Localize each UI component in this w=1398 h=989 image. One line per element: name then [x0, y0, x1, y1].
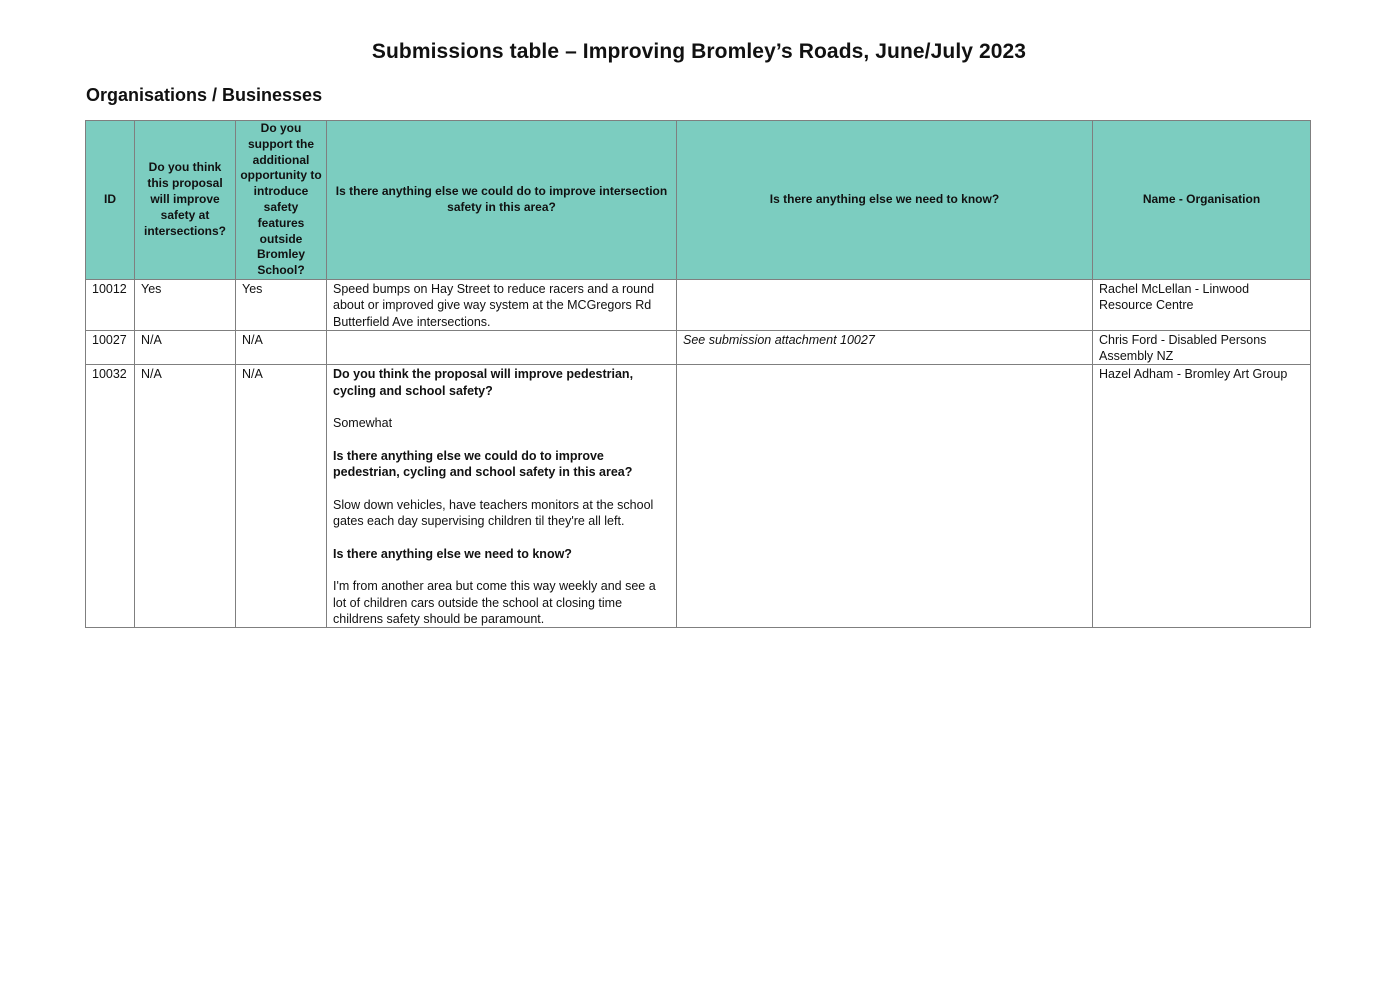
cell-improve-safety: N/A	[135, 365, 236, 628]
question-need-to-know: Is there anything else we need to know?	[333, 546, 572, 561]
table-row	[86, 330, 1311, 365]
cell-need-to-know	[677, 279, 1093, 330]
cell-need-to-know	[677, 365, 1093, 628]
cell-name-organisation: Chris Ford - Disabled Persons Assembly NZ	[1093, 330, 1311, 365]
cell-anything-else-intersection	[327, 330, 677, 365]
question-pedestrian-safety: Do you think the proposal will improve pedestrian, cycling and school safety?	[333, 367, 634, 398]
cell-improve-safety: N/A	[135, 330, 236, 365]
cell-support-school: N/A	[236, 330, 327, 365]
submissions-table	[85, 120, 1311, 628]
cell-detailed-responses	[327, 365, 677, 628]
header-name-organisation: Name - Organisation	[1093, 121, 1311, 280]
cell-need-to-know: See submission attachment 10027	[677, 330, 1093, 365]
section-heading: Organisations / Businesses	[86, 85, 323, 105]
answer-need-to-know: I'm from another area but come this way weekly and see a lot of children cars outside the school at closing time childrens safety should be paramount.	[333, 579, 656, 626]
table-row	[86, 365, 1311, 628]
cell-id: 10012	[86, 279, 135, 330]
cell-support-school: Yes	[236, 279, 327, 330]
cell-support-school: N/A	[236, 365, 327, 628]
cell-anything-else-intersection: Speed bumps on Hay Street to reduce racers and a round about or improved give way system at the MCGregors Rd Butterfield Ave intersections.	[327, 279, 677, 330]
header-anything-else-intersection: Is there anything else we could do to improve intersection safety in this area?	[327, 121, 677, 280]
cell-improve-safety: Yes	[135, 279, 236, 330]
header-need-to-know: Is there anything else we need to know?	[677, 121, 1093, 280]
cell-id: 10027	[86, 330, 135, 365]
answer-anything-else-pedestrian: Slow down vehicles, have teachers monitors at the school gates each day supervising children til they're all left.	[333, 497, 654, 529]
cell-name-organisation: Rachel McLellan - Linwood Resource Centre	[1093, 279, 1311, 330]
question-anything-else-pedestrian: Is there anything else we could do to improve pedestrian, cycling and school safety in this area?	[333, 448, 633, 480]
cell-name-organisation: Hazel Adham - Bromley Art Group	[1093, 365, 1311, 628]
header-id: ID	[86, 121, 135, 280]
table-row	[86, 279, 1311, 330]
header-improve-safety: Do you think this proposal will improve safety at intersections?	[135, 121, 236, 280]
table-header-row	[86, 121, 1311, 280]
header-support-school: Do you support the additional opportunity to introduce safety features outside Bromley School?	[236, 121, 327, 280]
cell-id: 10032	[86, 365, 135, 628]
answer-pedestrian-safety: Somewhat	[333, 416, 393, 431]
document-title: Submissions table – Improving Bromley’s Roads, June/July 2023	[371, 40, 1027, 63]
